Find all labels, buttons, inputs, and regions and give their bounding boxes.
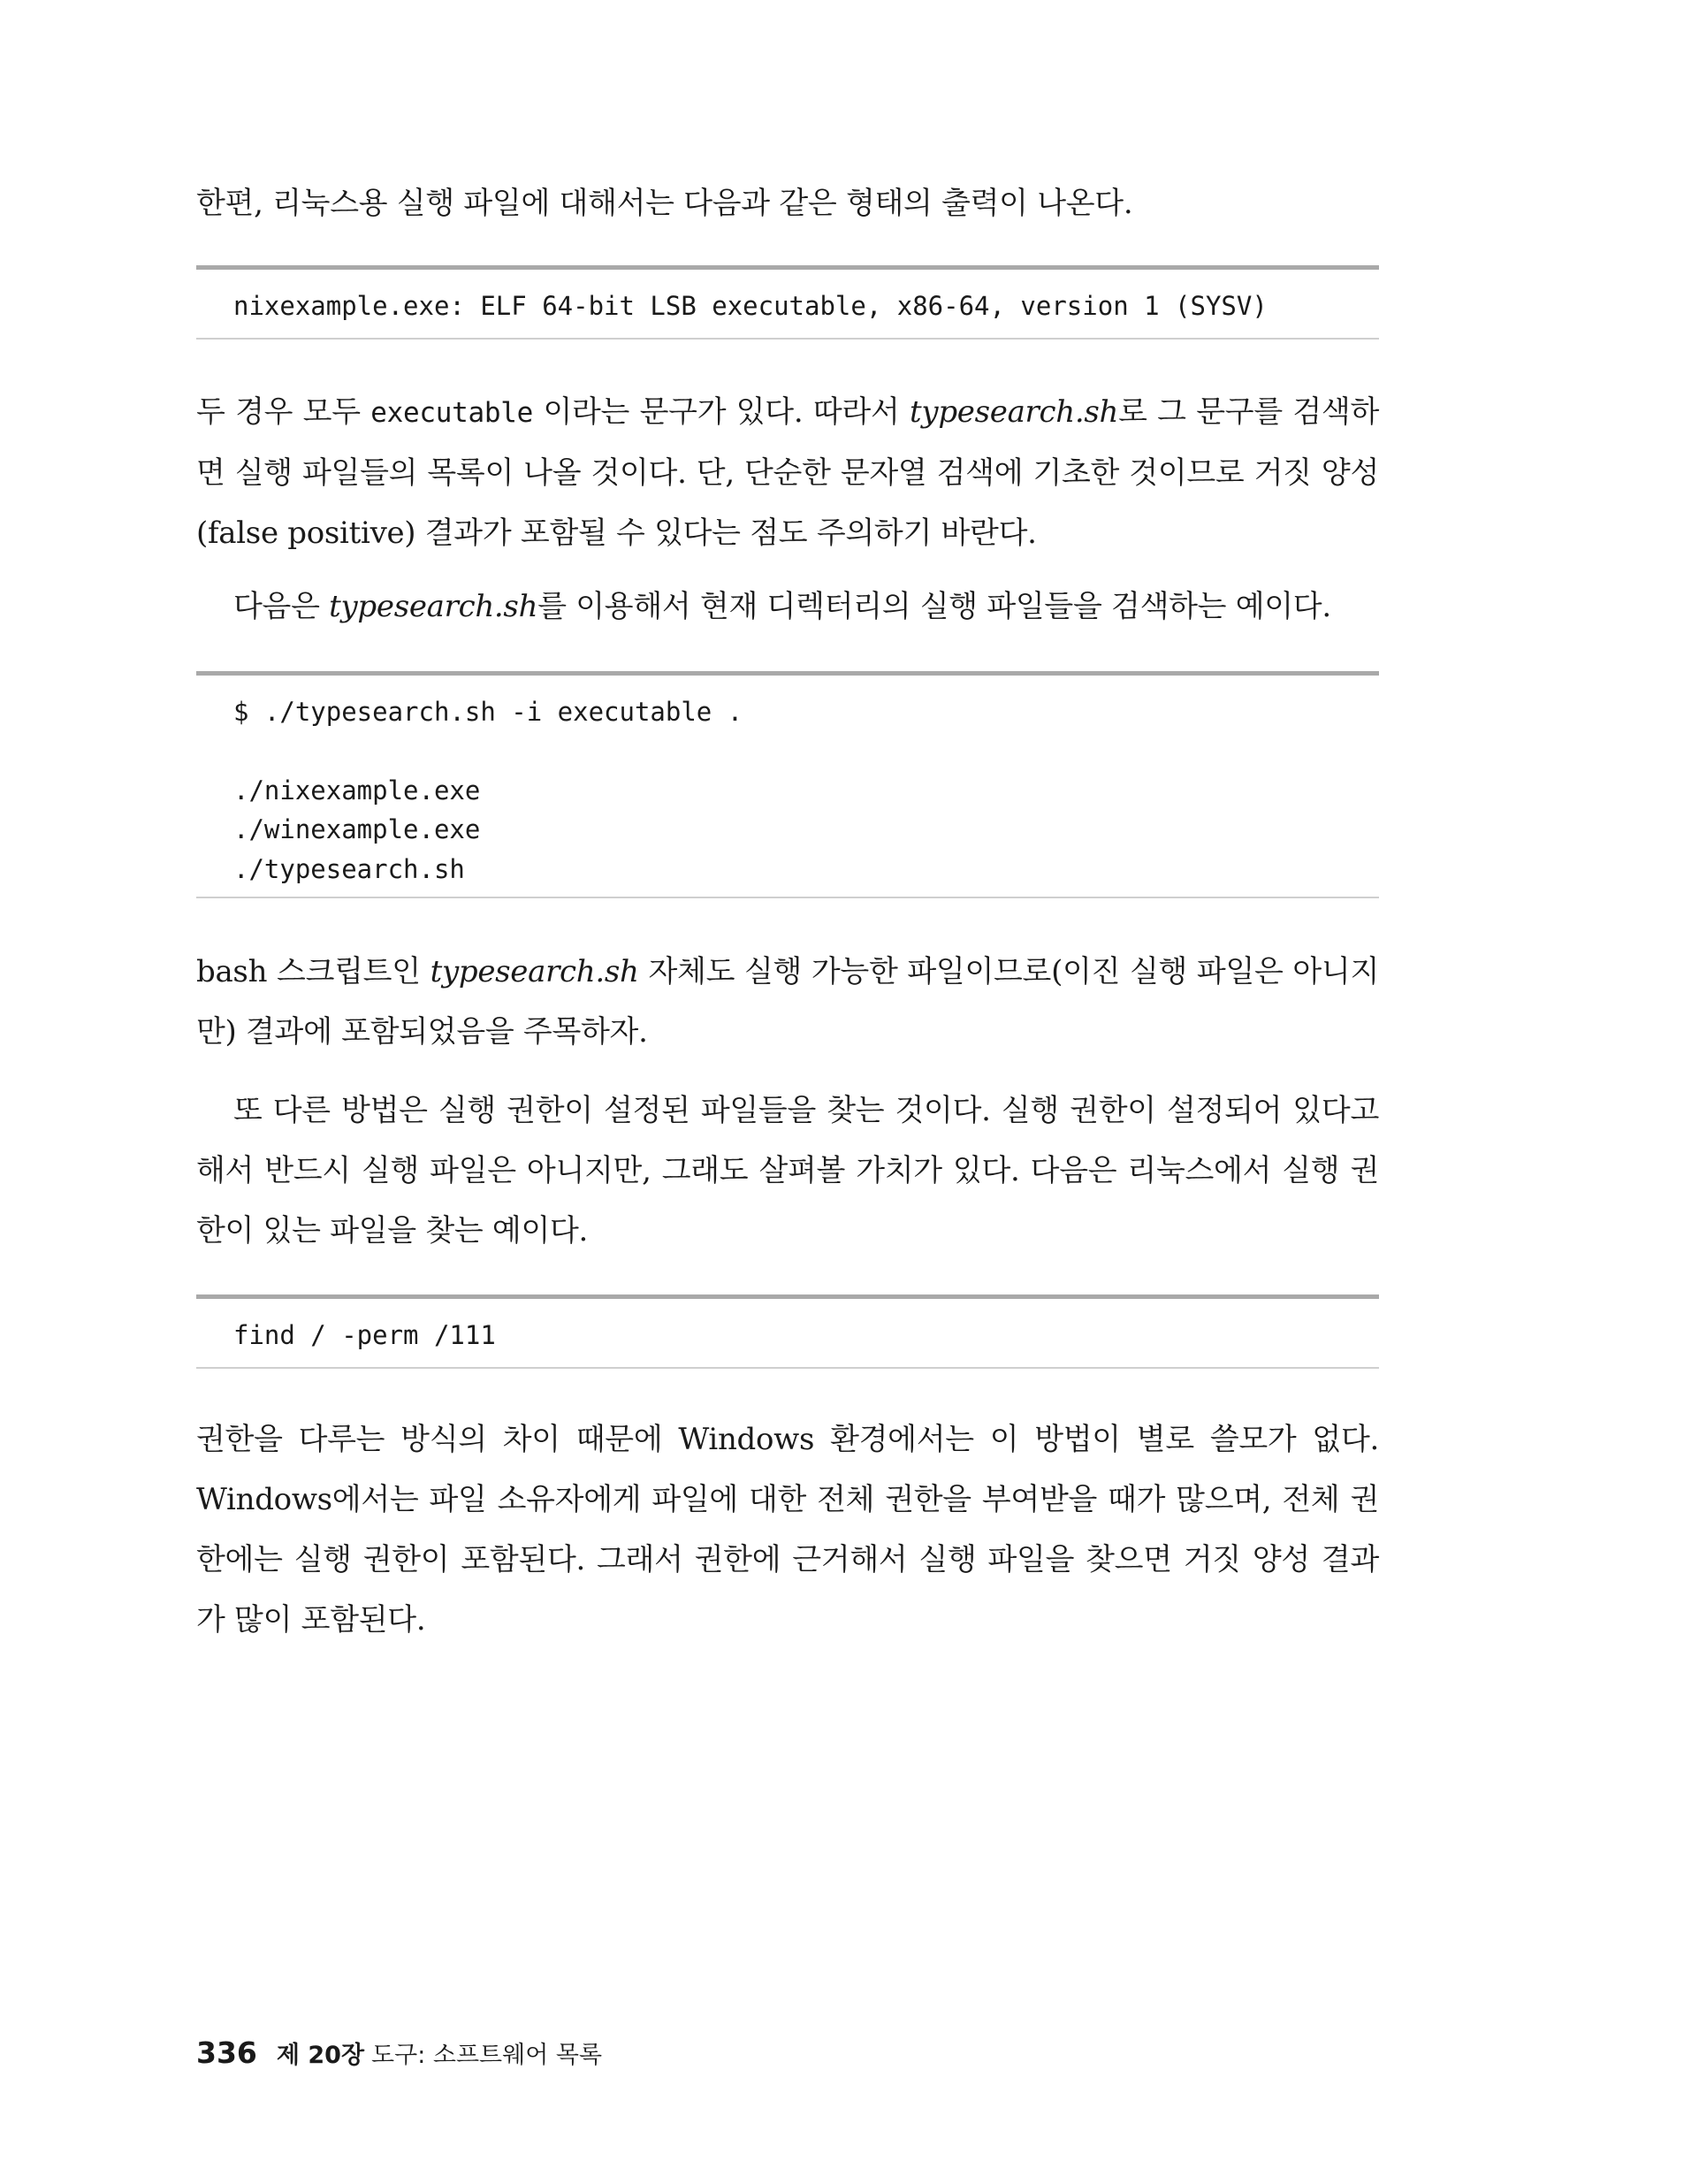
inline-code: executable xyxy=(370,397,533,429)
code-block-find xyxy=(196,1294,1379,1369)
code-line: find / -perm /111 xyxy=(233,1320,496,1350)
code-line: nixexample.exe: ELF 64-bit LSB executable, x86-64, version 1 (SYSV) xyxy=(233,291,1268,321)
page-number: 336 xyxy=(196,2035,257,2070)
paragraph-5: 또 다른 방법은 실행 권한이 설정된 파일들을 찾는 것이다. 실행 권한이 설정되어 있다고 해서 반드시 실행 파일은 아니지만, 그래도 살펴볼 가치가 있다. 다음은 리눅스에서 실행 권한이 있는 파일을 찾는 예이다. xyxy=(196,1093,1379,1249)
page-footer xyxy=(196,2035,602,2070)
script-name: typesearch.sh xyxy=(329,589,538,624)
code-line: ./winexample.exe xyxy=(233,814,481,844)
code-line: $ ./typesearch.sh -i executable . xyxy=(233,697,743,727)
paragraph-3: 다음은 typesearch.sh를 이용해서 현재 디렉터리의 실행 파일들을 검색하는 예이다. xyxy=(233,589,1331,624)
code-block-typesearch xyxy=(196,671,1379,898)
code-line: ./typesearch.sh xyxy=(233,854,465,884)
paragraph-6: 권한을 다루는 방식의 차이 때문에 Windows 환경에서는 이 방법이 별로 쓸모가 없다. Windows에서는 파일 소유자에게 파일에 대한 전체 권한을 부여받을 때가 많으며, 전체 권한에는 실행 권한이 포함된다. 그래서 권한에 근거해서 실행 파일을 찾으면 거짓 양성 결과가 많이 포함된다. xyxy=(196,1422,1379,1638)
script-name: typesearch.sh xyxy=(910,394,1119,430)
paragraph-2: 두 경우 모두 executable 이라는 문구가 있다. 따라서 typesearch.sh로 그 문구를 검색하면 실행 파일들의 목록이 나올 것이다. 단, 단순한 문자열 검색에 기초한 것이므로 거짓 양성(false positive) 결과가 포함될 수 있다는 점도 주의하기 바란다. xyxy=(196,394,1380,551)
code-block-file-output xyxy=(196,265,1379,340)
code-line: ./nixexample.exe xyxy=(233,775,481,806)
chapter-label: 제 20장 xyxy=(276,2042,365,2069)
paragraph-1: 한편, 리눅스용 실행 파일에 대해서는 다음과 같은 형태의 출력이 나온다. xyxy=(196,186,1133,221)
script-name: typesearch.sh xyxy=(430,954,639,989)
chapter-title: 도구: 소프트웨어 목록 xyxy=(371,2042,603,2069)
paragraph-4: bash 스크립트인 typesearch.sh 자체도 실행 가능한 파일이므로(이진 실행 파일은 아니지만) 결과에 포함되었음을 주목하자. xyxy=(196,954,1380,1050)
